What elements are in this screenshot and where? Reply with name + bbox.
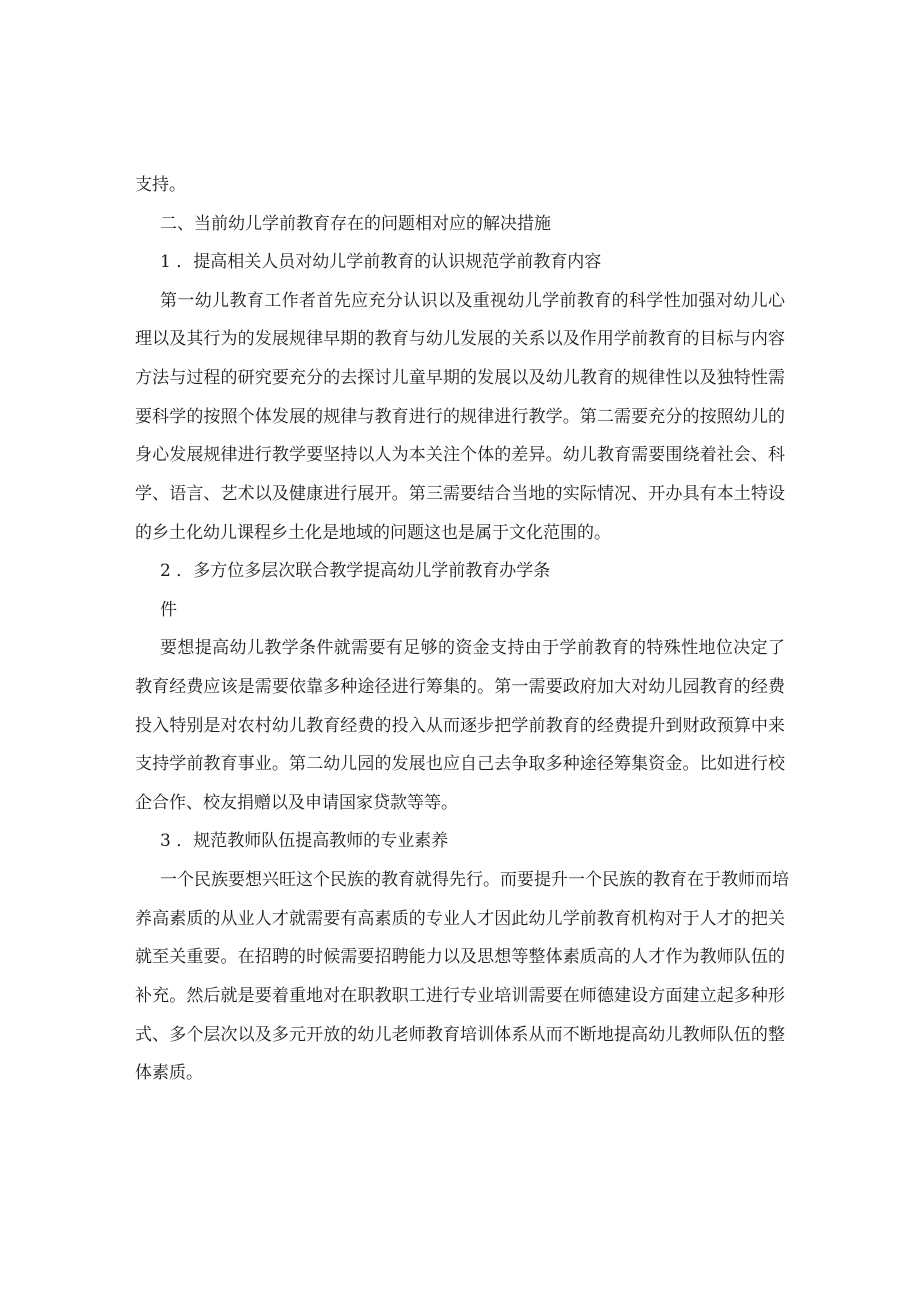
paragraph-line: 就至关重要。在招聘的时候需要招聘能力以及思想等整体素质高的人才作为教师队伍的 bbox=[135, 947, 785, 967]
paragraph-line: 身心发展规律进行教学要坚持以人为本关注个体的差异。幼儿教育需要围绕着社会、科 bbox=[135, 445, 785, 465]
subsection-heading-continued: 件 bbox=[160, 600, 177, 620]
subsection-heading: 1 ．提高相关人员对幼儿学前教育的认识规范学前教育内容 bbox=[160, 252, 602, 272]
paragraph-line: 教育经费应该是需要依靠多种途径进行筹集的。第一需要政府加大对幼儿园教育的经费 bbox=[135, 677, 785, 697]
paragraph-line: 体素质。 bbox=[135, 1063, 203, 1083]
paragraph-line: 式、多个层次以及多元开放的幼儿老师教育培训体系从而不断地提高幼儿教师队伍的整 bbox=[135, 1025, 785, 1045]
paragraph-line: 一个民族要想兴旺这个民族的教育就得先行。而要提升一个民族的教育在于教师而培 bbox=[160, 870, 789, 890]
paragraph-line: 学、语言、艺术以及健康进行展开。第三需要结合当地的实际情况、开办具有本土特设 bbox=[135, 484, 785, 504]
paragraph-line: 第一幼儿教育工作者首先应充分认识以及重视幼儿学前教育的科学性加强对幼儿心 bbox=[160, 291, 785, 311]
paragraph-line: 要科学的按照个体发展的规律与教育进行的规律进行教学。第二需要充分的按照幼儿的 bbox=[135, 407, 785, 427]
paragraph-line: 方法与过程的研究要充分的去探讨儿童早期的发展以及幼儿教育的规律性以及独特性需 bbox=[135, 368, 785, 388]
paragraph-line: 理以及其行为的发展规律早期的教育与幼儿发展的关系以及作用学前教育的目标与内容 bbox=[135, 329, 785, 349]
paragraph-line: 支持。 bbox=[135, 175, 186, 195]
paragraph-line: 养高素质的从业人才就需要有高素质的专业人才因此幼儿学前教育机构对于人才的把关 bbox=[135, 909, 785, 929]
subsection-heading: 3 ．规范教师队伍提高教师的专业素养 bbox=[160, 831, 449, 851]
subsection-heading: 2 ．多方位多层次联合教学提高幼儿学前教育办学条 bbox=[160, 561, 551, 581]
paragraph-line: 支持学前教育事业。第二幼儿园的发展也应自己去争取多种途径筹集资金。比如进行校 bbox=[135, 754, 785, 774]
paragraph-line: 要想提高幼儿教学条件就需要有足够的资金支持由于学前教育的特殊性地位决定了 bbox=[160, 638, 785, 658]
paragraph-line: 企合作、校友捐赠以及申请国家贷款等等。 bbox=[135, 793, 458, 813]
paragraph-line: 投入特别是对农村幼儿教育经费的投入从而逐步把学前教育的经费提升到财政预算中来 bbox=[135, 716, 785, 736]
paragraph-line: 补充。然后就是要着重地对在职教职工进行专业培训需要在师德建设方面建立起多种形 bbox=[135, 986, 785, 1006]
section-heading: 二、当前幼儿学前教育存在的问题相对应的解决措施 bbox=[160, 214, 551, 234]
paragraph-line: 的乡土化幼儿课程乡土化是地域的问题这也是属于文化范围的。 bbox=[135, 523, 611, 543]
